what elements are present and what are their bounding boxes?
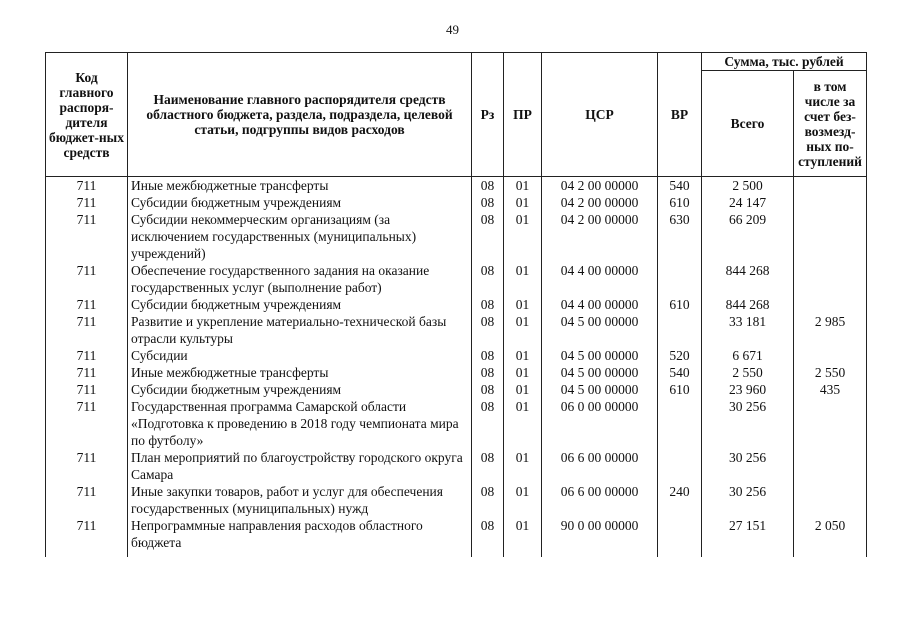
cell-kod: 711 (46, 211, 128, 262)
table-row (46, 296, 867, 313)
cell-vsego: 33 181 (702, 313, 794, 347)
cell-pr: 01 (504, 381, 542, 398)
table-row (46, 483, 867, 517)
cell-bezvozmezdnye (794, 177, 867, 195)
table-row (46, 517, 867, 557)
cell-bezvozmezdnye: 2 550 (794, 364, 867, 381)
cell-bezvozmezdnye (794, 211, 867, 262)
cell-name: Развитие и укрепление материально-технической базы отрасли культуры (128, 313, 472, 347)
cell-csr: 06 6 00 00000 (542, 449, 658, 483)
table-row (46, 449, 867, 483)
cell-name: Иные межбюджетные трансферты (128, 177, 472, 195)
cell-name: Государственная программа Самарской области «Подготовка к проведению в 2018 году чемпионата мира по футболу» (128, 398, 472, 449)
cell-kod: 711 (46, 194, 128, 211)
cell-vr (658, 313, 702, 347)
cell-vr (658, 398, 702, 449)
cell-bezvozmezdnye (794, 398, 867, 449)
cell-kod: 711 (46, 364, 128, 381)
page-number: 49 (446, 22, 459, 37)
cell-pr: 01 (504, 364, 542, 381)
cell-name: Субсидии бюджетным учреждениям (128, 296, 472, 313)
table-row (46, 381, 867, 398)
cell-name: Субсидии бюджетным учреждениям (128, 194, 472, 211)
cell-bezvozmezdnye (794, 483, 867, 517)
cell-kod: 711 (46, 517, 128, 557)
cell-vr: 630 (658, 211, 702, 262)
cell-vsego: 6 671 (702, 347, 794, 364)
cell-name: План мероприятий по благоустройству городского округа Самара (128, 449, 472, 483)
cell-vr: 240 (658, 483, 702, 517)
cell-bezvozmezdnye: 2 050 (794, 517, 867, 557)
cell-vr: 610 (658, 381, 702, 398)
cell-csr: 06 6 00 00000 (542, 483, 658, 517)
header-summa: Сумма, тыс. рублей (702, 53, 867, 71)
cell-rz: 08 (472, 483, 504, 517)
table-row (46, 177, 867, 195)
cell-pr: 01 (504, 347, 542, 364)
cell-csr: 04 2 00 00000 (542, 194, 658, 211)
cell-bezvozmezdnye: 435 (794, 381, 867, 398)
cell-name: Субсидии некоммерческим организациям (за исключением государственных (муниципальных) учреждений) (128, 211, 472, 262)
cell-vr (658, 517, 702, 557)
cell-vsego: 30 256 (702, 483, 794, 517)
cell-kod: 711 (46, 449, 128, 483)
cell-pr: 01 (504, 398, 542, 449)
table-row (46, 398, 867, 449)
cell-kod: 711 (46, 313, 128, 347)
cell-vsego: 66 209 (702, 211, 794, 262)
cell-csr: 04 5 00 00000 (542, 347, 658, 364)
cell-bezvozmezdnye (794, 449, 867, 483)
cell-bezvozmezdnye (794, 194, 867, 211)
cell-rz: 08 (472, 381, 504, 398)
cell-kod: 711 (46, 381, 128, 398)
cell-vsego: 27 151 (702, 517, 794, 557)
cell-name: Субсидии (128, 347, 472, 364)
cell-csr: 06 0 00 00000 (542, 398, 658, 449)
cell-rz: 08 (472, 347, 504, 364)
cell-csr: 04 5 00 00000 (542, 313, 658, 347)
cell-csr: 04 4 00 00000 (542, 296, 658, 313)
cell-rz: 08 (472, 364, 504, 381)
cell-bezvozmezdnye (794, 262, 867, 296)
cell-vr (658, 262, 702, 296)
header-kod: Код главного распоря-дителя бюджет-ных средств (46, 53, 128, 177)
cell-csr: 04 5 00 00000 (542, 364, 658, 381)
cell-vsego: 30 256 (702, 449, 794, 483)
header-rz: Рз (472, 53, 504, 177)
cell-pr: 01 (504, 313, 542, 347)
cell-pr: 01 (504, 449, 542, 483)
cell-vsego: 2 500 (702, 177, 794, 195)
cell-name: Обеспечение государственного задания на оказание государственных услуг (выполнение работ) (128, 262, 472, 296)
cell-vr: 540 (658, 364, 702, 381)
table-header (46, 53, 867, 177)
table-row (46, 313, 867, 347)
table-row (46, 194, 867, 211)
cell-vr: 520 (658, 347, 702, 364)
cell-kod: 711 (46, 262, 128, 296)
cell-kod: 711 (46, 398, 128, 449)
cell-vr (658, 449, 702, 483)
cell-vsego: 844 268 (702, 262, 794, 296)
cell-pr: 01 (504, 262, 542, 296)
cell-rz: 08 (472, 398, 504, 449)
cell-vsego: 30 256 (702, 398, 794, 449)
cell-rz: 08 (472, 177, 504, 195)
cell-bezvozmezdnye: 2 985 (794, 313, 867, 347)
cell-kod: 711 (46, 347, 128, 364)
header-vsego: Всего (702, 71, 794, 177)
header-name: Наименование главного распорядителя средств областного бюджета, раздела, подраздела, целевой статьи, подгруппы видов расходов (128, 53, 472, 177)
cell-vsego: 2 550 (702, 364, 794, 381)
cell-rz: 08 (472, 296, 504, 313)
header-vr: ВР (658, 53, 702, 177)
cell-vr: 610 (658, 296, 702, 313)
cell-kod: 711 (46, 483, 128, 517)
cell-vsego: 844 268 (702, 296, 794, 313)
table-body (46, 177, 867, 558)
cell-rz: 08 (472, 517, 504, 557)
header-pr: ПР (504, 53, 542, 177)
cell-csr: 04 4 00 00000 (542, 262, 658, 296)
cell-name: Непрограммные направления расходов областного бюджета (128, 517, 472, 557)
cell-pr: 01 (504, 211, 542, 262)
cell-csr: 04 2 00 00000 (542, 177, 658, 195)
cell-csr: 04 2 00 00000 (542, 211, 658, 262)
cell-pr: 01 (504, 194, 542, 211)
cell-rz: 08 (472, 449, 504, 483)
cell-name: Иные закупки товаров, работ и услуг для обеспечения государственных (муниципальных) нужд (128, 483, 472, 517)
cell-rz: 08 (472, 211, 504, 262)
cell-bezvozmezdnye (794, 296, 867, 313)
cell-name: Субсидии бюджетным учреждениям (128, 381, 472, 398)
cell-vr: 540 (658, 177, 702, 195)
header-csr: ЦСР (542, 53, 658, 177)
cell-vsego: 24 147 (702, 194, 794, 211)
cell-name: Иные межбюджетные трансферты (128, 364, 472, 381)
cell-csr: 04 5 00 00000 (542, 381, 658, 398)
budget-table (45, 52, 867, 557)
table-row (46, 347, 867, 364)
header-bezvozmezdnye: в том числе за счет без-возмезд-ных по-ступлений (794, 71, 867, 177)
cell-kod: 711 (46, 296, 128, 313)
cell-vsego: 23 960 (702, 381, 794, 398)
cell-rz: 08 (472, 262, 504, 296)
table-row (46, 364, 867, 381)
cell-rz: 08 (472, 313, 504, 347)
cell-kod: 711 (46, 177, 128, 195)
cell-vr: 610 (658, 194, 702, 211)
cell-pr: 01 (504, 296, 542, 313)
cell-bezvozmezdnye (794, 347, 867, 364)
table-row (46, 262, 867, 296)
cell-rz: 08 (472, 194, 504, 211)
cell-csr: 90 0 00 00000 (542, 517, 658, 557)
cell-pr: 01 (504, 483, 542, 517)
table-row (46, 211, 867, 262)
cell-pr: 01 (504, 517, 542, 557)
cell-pr: 01 (504, 177, 542, 195)
